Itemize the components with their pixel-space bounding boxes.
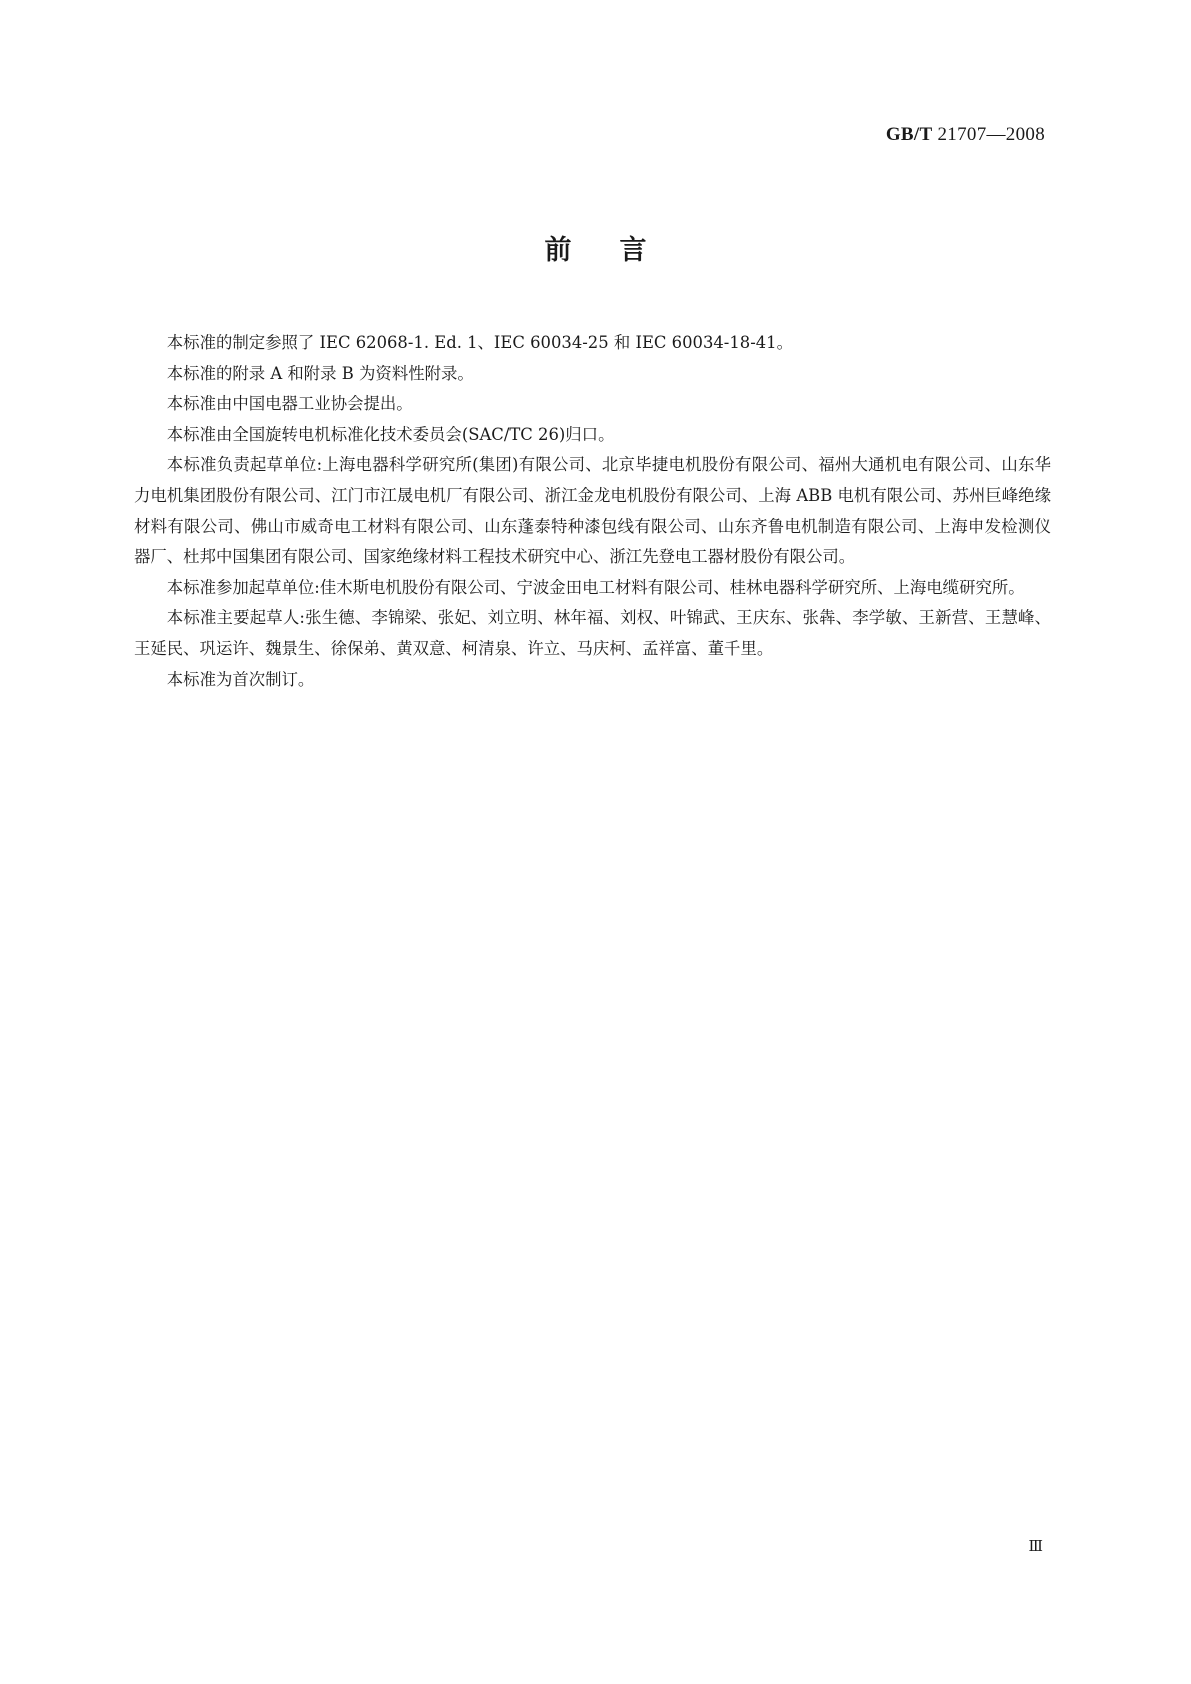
standard-id: 21707—2008 (937, 124, 1045, 145)
paragraph-main-drafters: 本标准主要起草人:张生德、李锦梁、张妃、刘立明、林年福、刘权、叶锦武、王庆东、张犇、李学敏、王新营、王慧峰、王延民、巩运许、魏景生、徐保弟、黄双意、柯清泉、许立、马庆柯、孟祥富、董千里。 (134, 608, 1051, 658)
paragraph-proposer: 本标准由中国电器工业协会提出。 (166, 394, 413, 414)
paragraph-reference-standards: 本标准的制定参照了 IEC 62068-1. Ed. 1、IEC 60034-25 和 IEC 60034-18-41。 (166, 333, 793, 352)
paragraph-technical-committee: 本标准由全国旋转电机标准化技术委员会(SAC/TC 26)归口。 (166, 424, 615, 444)
foreword-body (134, 328, 1051, 695)
standard-number (886, 124, 1045, 146)
page-title: 前言 (544, 235, 695, 266)
paragraph-first-edition: 本标准为首次制订。 (166, 669, 315, 689)
paragraph-responsible-drafters: 本标准负责起草单位:上海电器科学研究所(集团)有限公司、北京毕捷电机股份有限公司、福州大通机电有限公司、山东华力电机集团股份有限公司、江门市江晟电机厂有限公司、浙江金龙电机股份有限公司、上海 ABB 电机有限公司、苏州巨峰绝缘材料有限公司、佛山市威奇电工材料有限公司、山东蓬泰特种漆包线有限公司、山东齐鲁电机制造有限公司、上海申发检测仪器厂、杜邦中国集团有限公司、国家绝缘材料工程技术研究中心、浙江先登电工器材股份有限公司。 (134, 455, 1051, 567)
standard-prefix: GB/T (885, 124, 933, 145)
paragraph-appendices: 本标准的附录 A 和附录 B 为资料性附录。 (166, 363, 474, 383)
paragraph-participating-drafters: 本标准参加起草单位:佳木斯电机股份有限公司、宁波金田电工材料有限公司、桂林电器科学研究所、上海电缆研究所。 (166, 577, 1025, 597)
page-number: Ⅲ (1028, 1539, 1043, 1555)
